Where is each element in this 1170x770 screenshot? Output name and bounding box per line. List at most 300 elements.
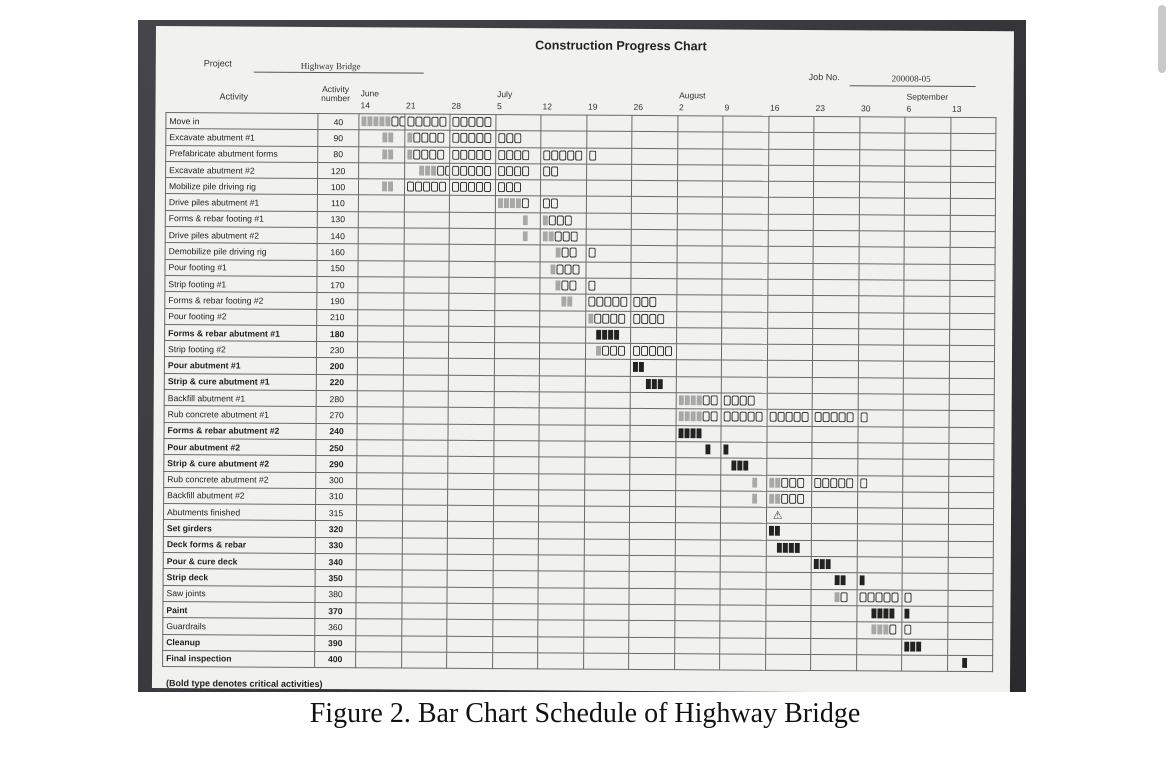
week-cell	[631, 262, 677, 279]
week-cell	[449, 294, 495, 311]
week-cell	[720, 621, 766, 638]
week-label: 26	[633, 101, 644, 112]
week-cell	[583, 620, 629, 637]
planned-day-mark	[740, 396, 747, 406]
week-cell	[630, 458, 676, 475]
week-cell	[404, 244, 450, 261]
week-cell	[403, 375, 449, 392]
schedule-bar	[904, 625, 911, 635]
schedule-bar	[596, 330, 619, 340]
week-cell	[492, 636, 538, 653]
week-cell	[768, 230, 814, 247]
week-cell	[401, 587, 447, 604]
critical-day-mark	[738, 461, 743, 471]
completed-day-mark	[775, 477, 780, 487]
completed-day-mark	[522, 231, 527, 241]
week-cell	[631, 278, 677, 295]
week-cell	[904, 329, 950, 346]
week-cell	[540, 213, 586, 230]
schedule-bar	[904, 608, 909, 618]
week-cell	[539, 457, 585, 474]
critical-day-mark	[596, 330, 601, 340]
critical-day-mark	[889, 608, 894, 618]
week-cell	[767, 312, 813, 329]
planned-day-mark	[413, 149, 420, 159]
schedule-bar	[498, 166, 529, 176]
planned-day-mark	[649, 297, 656, 307]
schedule-bar	[768, 526, 779, 536]
critical-day-mark	[639, 362, 644, 372]
schedule-bar	[871, 625, 896, 635]
week-cell	[676, 328, 722, 345]
week-cell	[811, 605, 857, 622]
week-cell	[586, 246, 632, 263]
week-cell	[675, 572, 721, 589]
planned-day-mark	[460, 117, 467, 127]
planned-day-mark	[498, 150, 505, 160]
planned-day-mark	[589, 150, 596, 160]
week-cell	[675, 474, 721, 491]
planned-day-mark	[641, 297, 648, 307]
week-cell	[402, 424, 448, 441]
week-cell	[677, 213, 723, 230]
week-cell	[357, 342, 403, 359]
week-cell	[404, 147, 450, 164]
completed-day-mark	[769, 477, 774, 487]
week-cell	[904, 296, 950, 313]
week-cell	[403, 358, 449, 375]
week-cell	[403, 310, 449, 327]
critical-day-mark	[768, 526, 773, 536]
week-cell	[902, 655, 948, 672]
completed-day-mark	[684, 412, 689, 422]
week-cell	[811, 622, 857, 639]
week-cell	[540, 229, 586, 246]
planned-day-mark	[875, 592, 882, 602]
week-cell	[768, 149, 814, 166]
schedule-bar	[860, 478, 867, 488]
schedule-bar	[498, 133, 521, 143]
week-cell	[631, 327, 677, 344]
week-cell	[722, 181, 768, 198]
week-cell	[586, 131, 632, 148]
schedule-bar	[596, 346, 625, 356]
completed-day-mark	[696, 412, 701, 422]
week-cell	[814, 149, 860, 166]
week-cell	[904, 199, 950, 216]
week-cell	[449, 261, 495, 278]
week-cell	[493, 555, 539, 572]
week-cell	[858, 410, 904, 427]
week-cell	[902, 524, 948, 541]
completed-day-mark	[388, 133, 393, 143]
planned-day-mark	[551, 150, 558, 160]
week-cell	[950, 215, 996, 232]
schedule-bar	[555, 280, 576, 290]
week-cell	[766, 524, 812, 541]
planned-day-mark	[514, 150, 521, 160]
week-label: 23	[815, 103, 826, 114]
schedule-bar	[543, 199, 558, 209]
week-cell	[540, 278, 586, 295]
planned-day-mark	[557, 215, 564, 225]
week-cell	[904, 313, 950, 330]
planned-day-mark	[756, 412, 763, 422]
week-cell	[858, 329, 904, 346]
week-cell	[584, 474, 630, 491]
planned-day-mark	[801, 412, 808, 422]
week-cell	[675, 425, 721, 442]
activity-number: 200	[316, 358, 357, 375]
completed-day-mark	[555, 280, 560, 290]
week-cell	[675, 556, 721, 573]
week-cell	[584, 555, 630, 572]
week-cell	[448, 424, 494, 441]
week-cell	[812, 442, 858, 459]
week-cell	[357, 456, 403, 473]
week-cell	[494, 343, 540, 360]
week-cell	[449, 310, 495, 327]
week-cell	[902, 639, 948, 656]
week-label: 13	[951, 103, 962, 114]
week-cell	[675, 507, 721, 524]
planned-day-mark	[891, 592, 898, 602]
schedule-bar	[769, 477, 804, 487]
week-cell	[356, 603, 402, 620]
week-cell	[583, 637, 629, 654]
planned-day-mark	[665, 346, 672, 356]
week-cell	[948, 508, 994, 525]
week-cell	[629, 653, 675, 670]
schedule-bar	[678, 412, 717, 422]
week-cell	[629, 588, 675, 605]
week-cell	[720, 637, 766, 654]
schedule-bar	[633, 346, 672, 356]
week-cell	[765, 638, 811, 655]
schedule-grid	[162, 112, 996, 672]
planned-day-mark	[555, 232, 562, 242]
planned-day-mark	[557, 264, 564, 274]
week-cell	[859, 117, 905, 134]
week-cell	[541, 164, 587, 181]
week-cell	[359, 146, 405, 163]
week-cell	[813, 263, 859, 280]
schedule-bar	[382, 133, 393, 143]
schedule-bar	[543, 215, 572, 225]
planned-day-mark	[860, 413, 867, 423]
activity-number: 180	[317, 325, 358, 342]
week-cell	[403, 277, 449, 294]
week-cell	[722, 230, 768, 247]
week-cell	[493, 424, 539, 441]
planned-day-mark	[657, 314, 664, 324]
completed-day-mark	[567, 297, 572, 307]
week-cell	[629, 507, 675, 524]
completed-day-mark	[382, 133, 387, 143]
planned-day-mark	[588, 297, 595, 307]
schedule-bar	[419, 166, 449, 176]
planned-day-mark	[521, 199, 528, 209]
activity-number: 380	[315, 586, 356, 603]
week-cell	[903, 345, 949, 362]
week-cell	[495, 196, 541, 213]
completed-day-mark	[696, 395, 701, 405]
week-cell	[403, 342, 449, 359]
week-cell	[948, 460, 994, 477]
week-cell	[447, 505, 493, 522]
week-cell	[765, 621, 811, 638]
schedule-bar	[522, 231, 527, 241]
week-cell	[767, 296, 813, 313]
week-label: 12	[542, 101, 553, 112]
planned-day-mark	[702, 412, 709, 422]
critical-day-mark	[859, 576, 864, 586]
week-cell	[631, 311, 677, 328]
week-cell	[585, 343, 631, 360]
planned-day-mark	[421, 133, 428, 143]
week-cell	[676, 360, 722, 377]
activity-number: 310	[316, 488, 357, 505]
week-cell	[448, 408, 494, 425]
schedule-bar	[962, 658, 967, 668]
planned-day-mark	[569, 248, 576, 258]
week-cell	[356, 554, 402, 571]
activity-name: Rub concrete abutment #1	[164, 406, 316, 423]
planned-day-mark	[831, 412, 838, 422]
week-cell	[949, 280, 995, 297]
week-cell	[903, 476, 949, 493]
week-cell	[583, 604, 629, 621]
week-cell	[539, 359, 585, 376]
week-cell	[586, 164, 632, 181]
planned-day-mark	[822, 478, 829, 488]
planned-day-mark	[452, 182, 459, 192]
week-cell	[402, 456, 448, 473]
week-cell	[494, 375, 540, 392]
schedule-bar	[678, 395, 717, 405]
schedule-bar	[361, 116, 404, 126]
week-cell	[948, 541, 994, 558]
week-cell	[492, 587, 538, 604]
week-cell	[356, 521, 402, 538]
week-cell	[766, 491, 812, 508]
critical-day-mark	[657, 379, 662, 389]
week-cell	[358, 309, 404, 326]
week-cell	[768, 214, 814, 231]
planned-day-mark	[476, 117, 483, 127]
critical-day-mark	[883, 608, 888, 618]
week-cell	[404, 114, 450, 131]
planned-day-mark	[814, 478, 821, 488]
week-cell	[358, 195, 404, 212]
planned-day-mark	[506, 166, 513, 176]
week-cell	[857, 573, 903, 590]
activity-name: Backfill abutment #2	[164, 487, 316, 504]
week-cell	[767, 410, 813, 427]
schedule-bar	[723, 444, 728, 454]
week-cell	[812, 491, 858, 508]
week-cell	[631, 213, 677, 230]
activity-name: Pour abutment #2	[164, 438, 316, 455]
planned-day-mark	[497, 182, 504, 192]
week-cell	[630, 409, 676, 426]
week-cell	[356, 505, 402, 522]
planned-day-mark	[618, 346, 625, 356]
scrollbar[interactable]	[1158, 5, 1166, 73]
planned-day-mark	[543, 199, 550, 209]
activity-name: Forms & rebar abutment #1	[165, 324, 317, 341]
activity-name: Mobilize pile driving rig	[165, 178, 317, 195]
week-cell	[402, 521, 448, 538]
week-cell	[767, 328, 813, 345]
week-label: 28	[451, 100, 462, 111]
week-cell	[629, 523, 675, 540]
week-cell	[903, 378, 949, 395]
week-cell	[677, 116, 723, 133]
week-cell	[585, 294, 631, 311]
week-cell	[629, 539, 675, 556]
completed-day-mark	[690, 412, 695, 422]
week-cell	[540, 180, 586, 197]
week-cell	[720, 540, 766, 557]
critical-day-mark	[705, 444, 710, 454]
week-cell	[720, 589, 766, 606]
planned-day-mark	[604, 297, 611, 307]
planned-day-mark	[596, 297, 603, 307]
activity-header: Activity	[219, 91, 249, 102]
week-cell	[947, 623, 993, 640]
week-cell	[904, 182, 950, 199]
week-cell	[905, 150, 951, 167]
completed-day-mark	[549, 231, 554, 241]
week-cell	[723, 116, 769, 133]
week-cell	[856, 638, 902, 655]
week-cell	[632, 164, 678, 181]
planned-day-mark	[823, 412, 830, 422]
activity-name: Paint	[163, 601, 315, 618]
week-cell	[494, 408, 540, 425]
week-cell	[677, 148, 723, 165]
critical-day-mark	[696, 428, 701, 438]
completed-day-mark	[690, 395, 695, 405]
week-cell	[493, 538, 539, 555]
week-cell	[767, 263, 813, 280]
planned-day-mark	[840, 592, 847, 602]
week-cell	[358, 179, 404, 196]
week-cell	[812, 410, 858, 427]
completed-day-mark	[503, 199, 508, 209]
week-cell	[949, 329, 995, 346]
schedule-bar	[645, 379, 662, 389]
week-cell	[356, 586, 402, 603]
week-cell	[449, 212, 495, 229]
completed-day-mark	[407, 133, 412, 143]
planned-day-mark	[657, 346, 664, 356]
schedule-bar	[543, 231, 578, 241]
planned-day-mark	[649, 314, 656, 324]
week-cell	[948, 525, 994, 542]
week-cell	[950, 166, 996, 183]
planned-day-mark	[476, 166, 483, 176]
week-cell	[359, 163, 405, 180]
week-cell	[584, 425, 630, 442]
activity-name: Demobilize pile driving rig	[165, 243, 317, 260]
planned-day-mark	[594, 313, 601, 323]
week-cell	[583, 653, 629, 670]
week-cell	[447, 538, 493, 555]
activity-name: Forms & rebar footing #1	[165, 210, 317, 227]
week-cell	[811, 654, 857, 671]
planned-day-mark	[430, 182, 437, 192]
planned-day-mark	[484, 166, 491, 176]
completed-day-mark	[775, 494, 780, 504]
week-cell	[631, 295, 677, 312]
month-label: June	[360, 88, 380, 99]
week-cell	[948, 557, 994, 574]
week-cell	[720, 556, 766, 573]
completed-day-mark	[883, 625, 888, 635]
week-cell	[949, 264, 995, 281]
week-cell	[674, 588, 720, 605]
week-cell	[629, 555, 675, 572]
schedule-bar	[633, 297, 656, 307]
week-cell	[720, 523, 766, 540]
planned-day-mark	[781, 477, 788, 487]
week-cell	[401, 619, 447, 636]
planned-day-mark	[567, 150, 574, 160]
planned-day-mark	[437, 149, 444, 159]
planned-day-mark	[748, 396, 755, 406]
schedule-bar	[724, 412, 763, 422]
week-cell	[495, 131, 541, 148]
week-cell	[947, 655, 993, 672]
week-cell	[856, 606, 902, 623]
completed-day-mark	[877, 625, 882, 635]
week-cell	[766, 426, 812, 443]
planned-day-mark	[422, 182, 429, 192]
week-cell	[358, 326, 404, 343]
number-header: Activity number	[321, 84, 350, 104]
activity-name: Drive piles abutment #1	[165, 194, 317, 211]
week-cell	[630, 474, 676, 491]
warning-triangle-icon: ⚠	[772, 509, 783, 522]
completed-day-mark	[388, 182, 393, 192]
schedule-bar	[588, 313, 625, 323]
week-cell	[449, 228, 495, 245]
week-cell	[949, 362, 995, 379]
planned-day-mark	[468, 133, 475, 143]
completed-day-mark	[543, 215, 548, 225]
completed-day-mark	[379, 116, 384, 126]
week-cell	[720, 654, 766, 671]
week-cell	[721, 426, 767, 443]
week-cell	[950, 248, 996, 265]
planned-day-mark	[505, 182, 512, 192]
photo-of-chart	[138, 20, 1026, 692]
week-cell	[902, 606, 948, 623]
month-label: September	[906, 91, 949, 102]
activity-number: 110	[317, 195, 358, 212]
schedule-bar	[904, 641, 921, 651]
schedule-bar	[859, 592, 898, 602]
week-cell	[358, 293, 404, 310]
week-cell	[722, 279, 768, 296]
planned-day-mark	[565, 264, 572, 274]
week-cell	[584, 506, 630, 523]
planned-day-mark	[569, 280, 576, 290]
week-cell	[676, 376, 722, 393]
week-cell	[404, 163, 450, 180]
